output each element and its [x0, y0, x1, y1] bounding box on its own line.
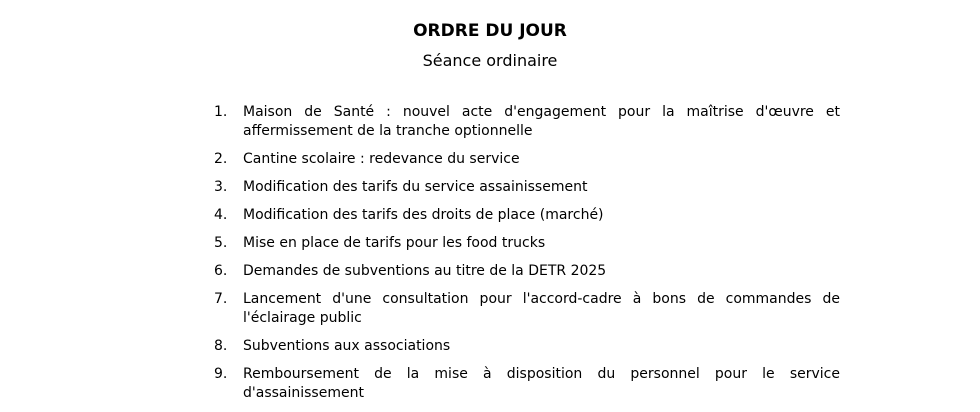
- agenda-item: [0, 290, 840, 328]
- agenda-item: [0, 337, 840, 356]
- agenda-list: [0, 103, 980, 412]
- agenda-item: [0, 150, 840, 169]
- agenda-item-text: Lancement d'une consultation pour l'accord-cadre à bons de commandes de l'éclairage public: [243, 291, 840, 326]
- agenda-item-number: 1.: [214, 104, 228, 120]
- agenda-item-number: 7.: [214, 291, 228, 307]
- agenda-item-number: 8.: [214, 338, 228, 354]
- agenda-item-text: Cantine scolaire : redevance du service: [243, 151, 520, 167]
- agenda-item: [0, 206, 840, 225]
- agenda-item: [0, 234, 840, 253]
- agenda-item-text: Demandes de subventions au titre de la DETR 2025: [243, 263, 607, 279]
- agenda-item-text: Mise en place de tarifs pour les food trucks: [243, 235, 546, 251]
- agenda-item-text: Remboursement de la mise à disposition du personnel pour le service d'assainissement: [243, 366, 840, 401]
- agenda-item-text: Subventions aux associations: [243, 338, 451, 354]
- agenda-item-number: 6.: [214, 263, 228, 279]
- page-subtitle: Séance ordinaire: [422, 51, 558, 70]
- agenda-item-number: 4.: [214, 207, 228, 223]
- agenda-item-number: 5.: [214, 235, 228, 251]
- agenda-item-text: Modification des tarifs du service assainissement: [243, 179, 588, 195]
- agenda-item-text: Modification des tarifs des droits de place (marché): [243, 207, 604, 223]
- agenda-item: [0, 178, 840, 197]
- agenda-item: [0, 262, 840, 281]
- agenda-item: [0, 365, 840, 403]
- agenda-item-number: 3.: [214, 179, 228, 195]
- page-title: ORDRE DU JOUR: [413, 21, 567, 41]
- agenda-item-text: Maison de Santé : nouvel acte d'engagement pour la maîtrise d'œuvre et affermissement de la tranche optionnelle: [243, 104, 840, 139]
- agenda-item-number: 9.: [214, 366, 228, 382]
- agenda-item: [0, 103, 840, 141]
- agenda-item-number: 2.: [214, 151, 228, 167]
